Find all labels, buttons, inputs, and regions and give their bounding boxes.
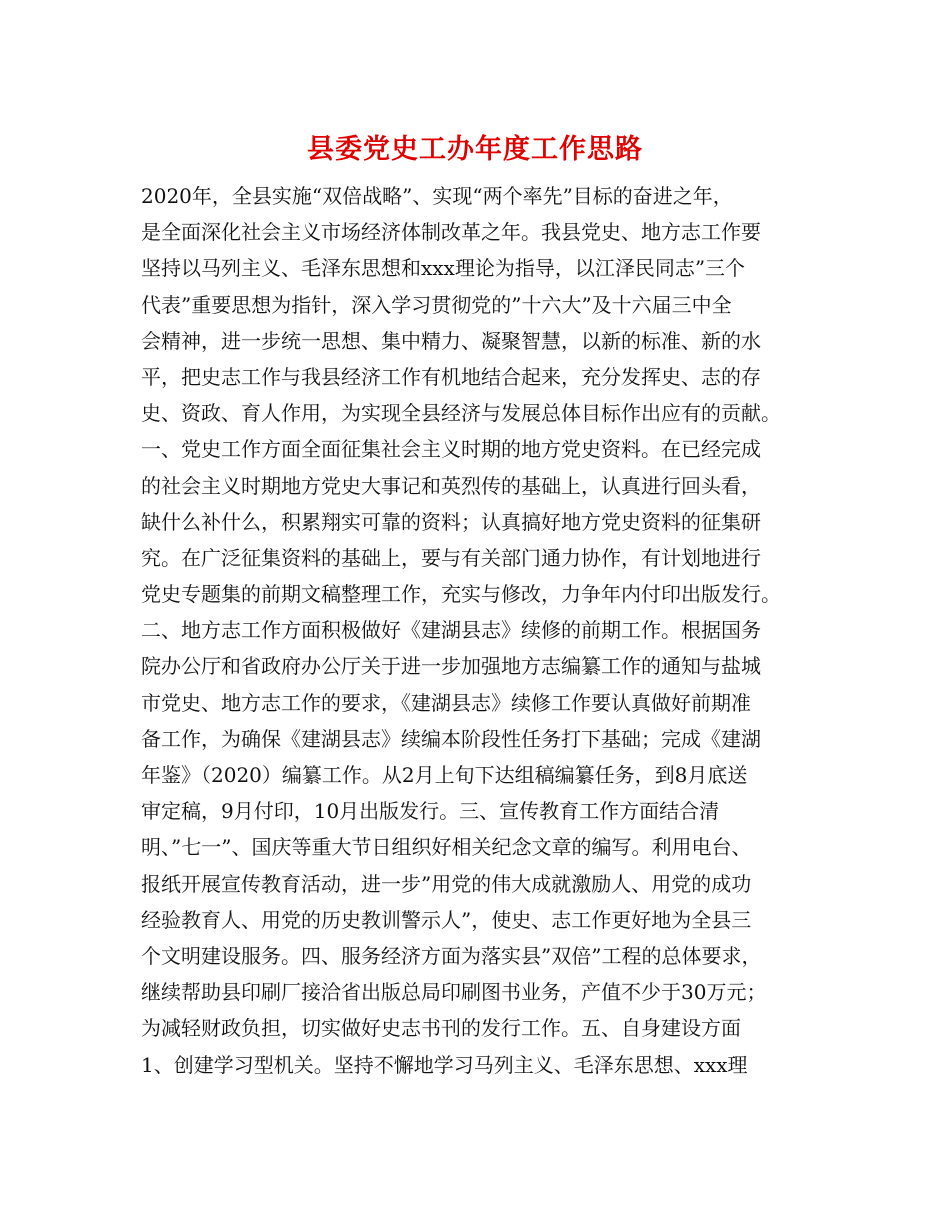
body-line: 代表”重要思想为指针，深入学习贯彻党的”十六大”及十六届三中全 xyxy=(141,292,732,317)
body-line: 备工作，为确保《建湖县志》续编本阶段性任务打下基础；完成《建湖 xyxy=(141,726,761,751)
document-title: 县委党史工办年度工作思路 xyxy=(307,134,643,165)
body-line: 会精神，进一步统一思想、集中精力、凝聚智慧，以新的标准、新的水 xyxy=(141,328,761,353)
body-line: 年鉴》（2020）编纂工作。从2月上旬下达组稿编纂任务，到8月底送 xyxy=(141,763,748,787)
body-line: 的社会主义时期地方党史大事记和英烈传的基础上，认真进行回头看， xyxy=(141,473,761,498)
body-line: 党史专题集的前期文稿整理工作，充实与修改，力争年内付印出版发行。 xyxy=(141,582,781,607)
body-line: 经验教育人、用党的历史教训警示人”，使史、志工作更好地为全县三 xyxy=(141,907,752,932)
body-line: 为减轻财政负担，切实做好史志书刊的发行工作。五、自身建设方面 xyxy=(141,1016,741,1041)
body-line: 缺什么补什么，积累翔实可靠的资料；认真搞好地方党史资料的征集研 xyxy=(141,509,761,534)
body-line: 市党史、地方志工作的要求，《建湖县志》续修工作要认真做好前期准 xyxy=(141,690,751,715)
body-line: 平，把史志工作与我县经济工作有机地结合起来，充分发挥史、志的存 xyxy=(141,364,761,389)
body-line: 1、创建学习型机关。坚持不懈地学习马列主义、毛泽东思想、xxx理 xyxy=(141,1052,748,1077)
body-line: 一、党史工作方面全面征集社会主义时期的地方党史资料。在已经完成 xyxy=(141,437,761,462)
body-line: 明、”七一”、国庆等重大节日组织好相关纪念文章的编写。利用电台、 xyxy=(141,835,752,860)
body-line: 坚持以马列主义、毛泽东思想和xxx理论为指导，以江泽民同志”三个 xyxy=(141,256,746,281)
body-line: 个文明建设服务。四、服务经济方面为落实县”双倍”工程的总体要求， xyxy=(141,943,762,968)
body-line: 史、资政、育人作用，为实现全县经济与发展总体目标作出应有的贡献。 xyxy=(141,401,781,426)
body-line: 审定稿，9月付印，10月出版发行。三、宣传教育工作方面结合清 xyxy=(141,799,720,824)
body-line: 报纸开展宣传教育活动，进一步”用党的伟大成就激励人、用党的成功 xyxy=(141,871,752,896)
body-line: 2020年，全县实施“双倍战略”、实现“两个率先”目标的奋进之年， xyxy=(141,184,733,208)
body-line: 二、地方志工作方面积极做好《建湖县志》续修的前期工作。根据国务 xyxy=(141,618,761,643)
body-line: 继续帮助县印刷厂接洽省出版总局印刷图书业务，产值不少于30万元； xyxy=(141,980,767,1005)
document-body xyxy=(141,178,831,1083)
body-line: 是全面深化社会主义市场经济体制改革之年。我县党史、地方志工作要 xyxy=(141,220,761,245)
body-line: 究。在广泛征集资料的基础上，要与有关部门通力协作，有计划地进行 xyxy=(141,545,761,570)
body-line: 院办公厅和省政府办公厅关于进一步加强地方志编纂工作的通知与盐城 xyxy=(141,654,761,679)
